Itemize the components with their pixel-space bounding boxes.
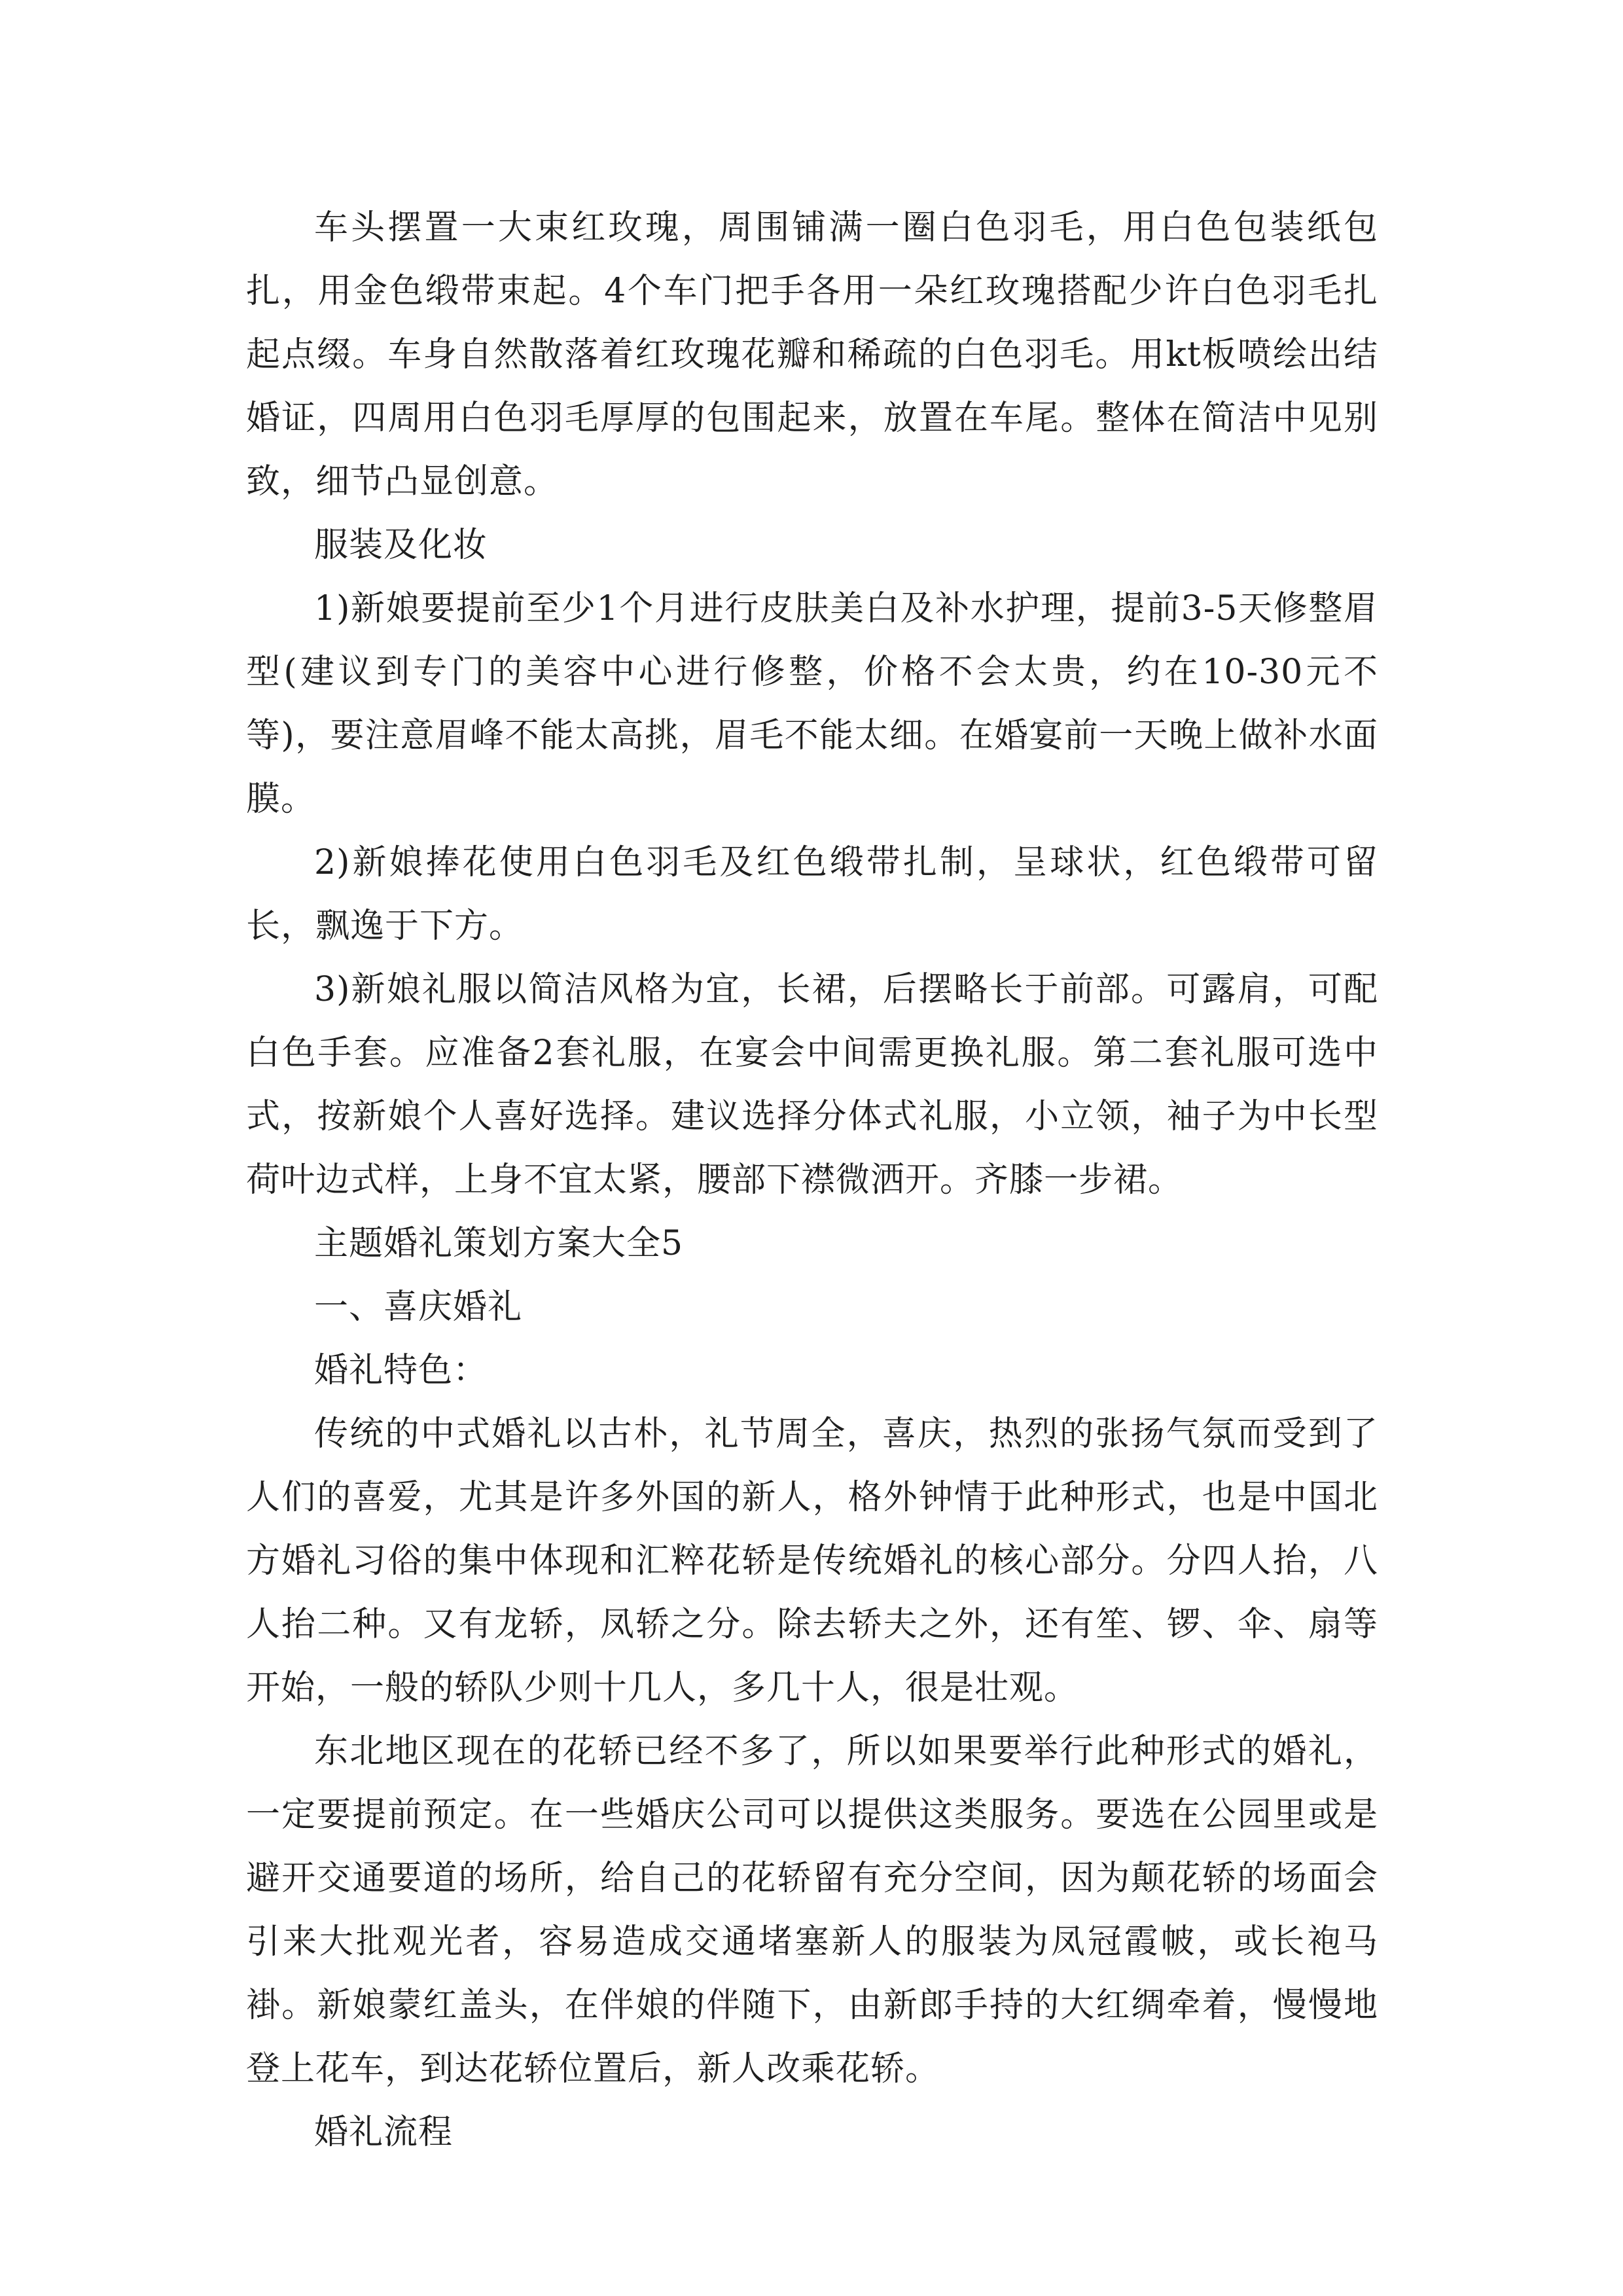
heading-wedding-features: 婚礼特色： — [314, 1351, 488, 1390]
paragraph-bouquet: 2)新娘捧花使用白色羽毛及红色缎带扎制，呈球状，红色缎带可留长，飘逸于下方。 — [246, 843, 1378, 946]
paragraph-traditional-wedding: 传统的中式婚礼以古朴，礼节周全，喜庆，热烈的张扬气氛而受到了人们的喜爱，尤其是许多外国的新人，格外钟情于此种形式，也是中国北方婚礼习俗的集中体现和汇粹花轿是传统婚礼的核心部分。分四人抬，八人抬二种。又有龙轿，凤轿之分。除去轿夫之外，还有笙、锣、伞、扇等开始，一般的轿队少则十几人，多几十人，很是壮观。 — [246, 1414, 1378, 1708]
heading-wedding-process: 婚礼流程 — [314, 2113, 454, 2152]
paragraph-skin-care: 1)新娘要提前至少1个月进行皮肤美白及补水护理，提前3-5天修整眉型(建议到专门的美容中心进行修整，价格不会太贵，约在10-30元不等)，要注意眉峰不能太高挑，眉毛不能太细。在婚宴前一天晚上做补水面膜。 — [246, 589, 1378, 819]
paragraph-bridal-gown: 3)新娘礼服以简洁风格为宜，长裙，后摆略长于前部。可露肩，可配白色手套。应准备2套礼服，在宴会中间需更换礼服。第二套礼服可选中式，按新娘个人喜好选择。建议选择分体式礼服，小立领，袖子为中长型荷叶边式样，上身不宜太紧，腰部下襟微洒开。齐膝一步裙。 — [246, 970, 1378, 1200]
paragraph-wedding-car-decoration: 车头摆置一大束红玫瑰，周围铺满一圈白色羽毛，用白色包装纸包扎，用金色缎带束起。4个车门把手各用一朵红玫瑰搭配少许白色羽毛扎起点缀。车身自然散落着红玫瑰花瓣和稀疏的白色羽毛。用kt板喷绘出结婚证，四周用白色羽毛厚厚的包围起来，放置在车尾。整体在简洁中见别致，细节凸显创意。 — [246, 208, 1378, 501]
heading-plan-5: 主题婚礼策划方案大全5 — [314, 1224, 684, 1263]
heading-clothing-and-makeup: 服装及化妆 — [314, 526, 488, 565]
heading-festive-wedding: 一、喜庆婚礼 — [314, 1287, 523, 1327]
document-page — [246, 196, 1378, 2164]
paragraph-sedan-chair: 东北地区现在的花轿已经不多了，所以如果要举行此种形式的婚礼，一定要提前预定。在一些婚庆公司可以提供这类服务。要选在公园里或是避开交通要道的场所，给自己的花轿留有充分空间，因为颠花轿的场面会引来大批观光者，容易造成交通堵塞新人的服装为凤冠霞帔，或长袍马褂。新娘蒙红盖头，在伴娘的伴随下，由新郎手持的大红绸牵着，慢慢地登上花车，到达花轿位置后，新人改乘花轿。 — [246, 1732, 1378, 2089]
